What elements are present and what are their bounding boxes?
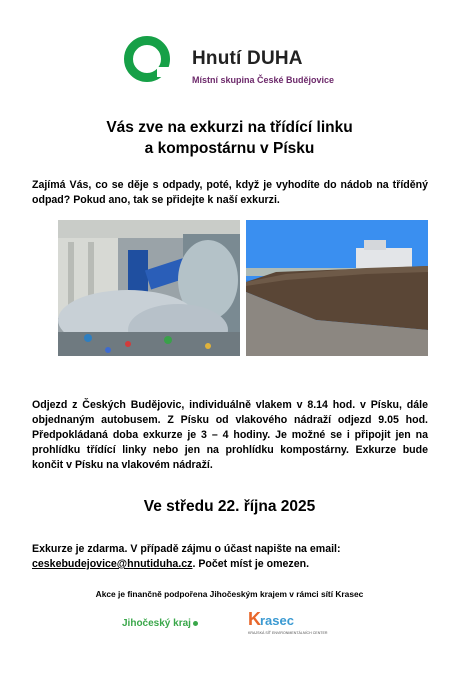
krasec-wordmark: rasec: [260, 613, 294, 628]
registration-text: Exkurze je zdarma. V případě zájmu o účast napište na email:: [32, 543, 341, 555]
logo-name: Hnutí DUHA: [192, 48, 303, 69]
registration-paragraph: [32, 542, 428, 572]
jck-label: Jihočeský kraj: [122, 618, 191, 629]
registration-note: . Počet míst je omezen.: [192, 558, 310, 570]
krasec-subtitle: KRAJSKÁ SÍŤ ENVIRONMENTÁLNÍCH CENTER: [248, 631, 328, 635]
email-link[interactable]: ceskebudejovice@hnutiduha.cz: [32, 558, 193, 570]
details-paragraph: Odjezd z Českých Budějovic, individuálně vlakem v 8.14 hod. v Písku, dále objednaným autobusem. Z Písku od vlakového nádraží odjezd 9.05 hod. Předpokládaná doba exkurze je 3 – 4 hodiny. Je možné se i připojit jen na prohlídku třídící linky nebo jen na prohlídku kompostárny. Exkurze bude končit v Písku na vlakovém nádraží.: [32, 399, 428, 471]
sorting-line-photo: [58, 220, 240, 356]
krasec-logo: [248, 609, 328, 637]
logo-subtitle: Místní skupina České Budějovice: [192, 75, 335, 85]
support-note: Akce je finančně podpořena Jihočeským krajem v rámci sítí Krasec: [95, 589, 364, 599]
event-date: Ve středu 22. října 2025: [143, 498, 316, 515]
location-pin-icon: [193, 621, 198, 626]
sorting-line-illustration: [58, 220, 240, 356]
compost-site-illustration: [246, 220, 428, 356]
invitation-title: [0, 117, 459, 159]
compost-site-photo: [246, 220, 428, 356]
intro-paragraph: Zajímá Vás, co se děje s odpady, poté, když je vyhodíte do nádob na tříděný odpad? Pokud ano, tak se přidejte k naší exkurzi.: [32, 179, 428, 206]
rainbow-ring-icon: [124, 36, 170, 82]
krasec-k-letter: K: [248, 609, 261, 629]
jihocesky-kraj-logo: [122, 618, 198, 629]
title-line-2: a kompostárnu v Písku: [144, 140, 315, 157]
title-line-1: Vás zve na exkurzi na třídící linku: [106, 119, 353, 136]
hnuti-duha-logo: [124, 36, 364, 98]
